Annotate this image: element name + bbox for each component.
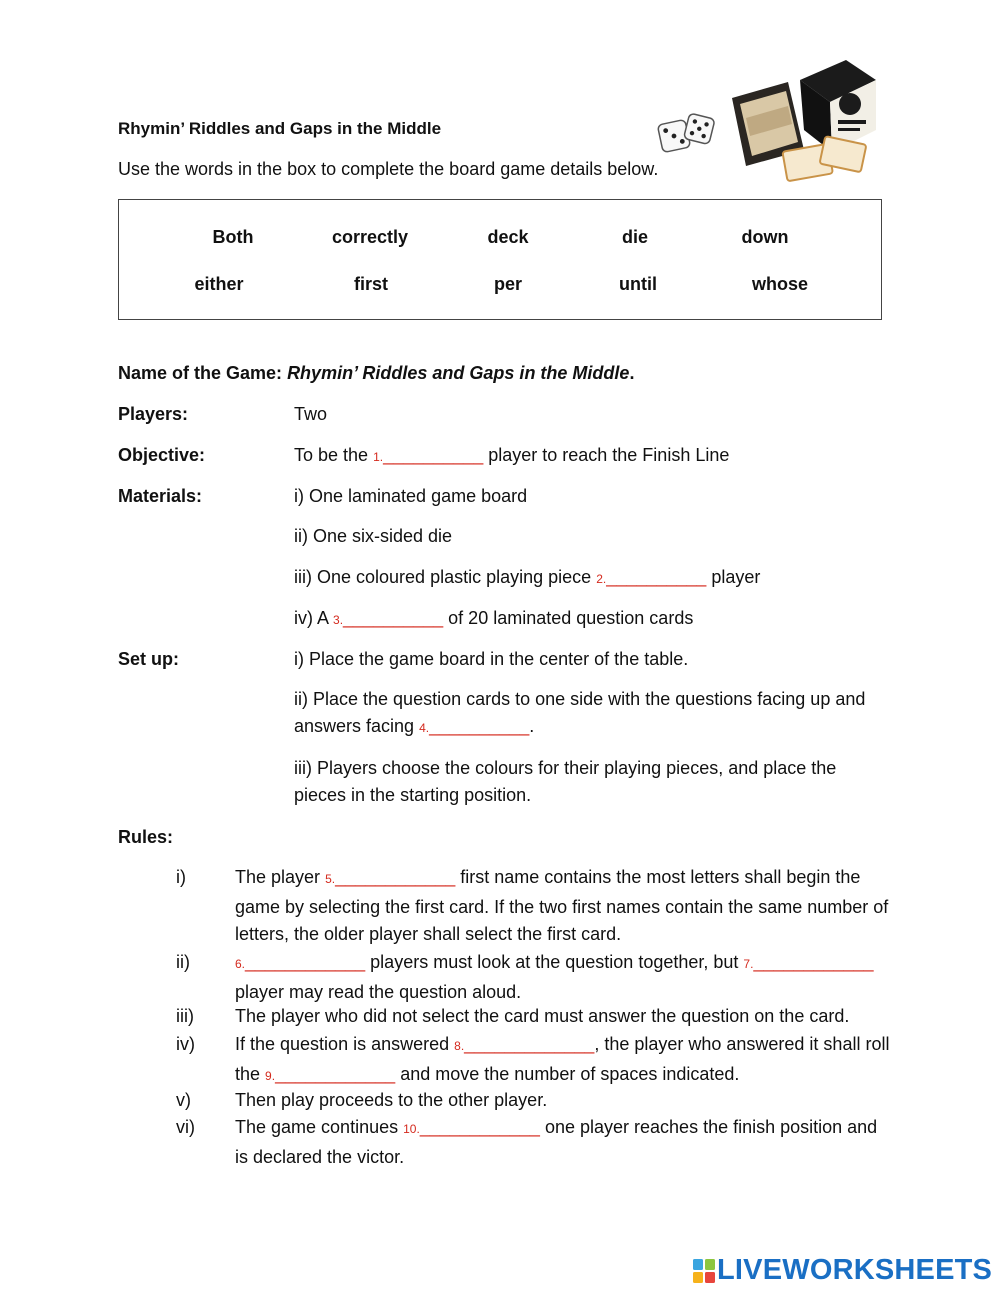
word-bank-item: down [741,227,789,247]
game-name-period: . [629,363,635,383]
blank-2-input[interactable]: __________ [606,567,707,587]
blank-6-input[interactable]: ____________ [245,952,366,972]
word-bank-item: Both [212,227,254,247]
rule-4-start: If the question is answered [235,1034,450,1054]
blank-5-input[interactable]: ____________ [335,867,456,887]
objective-label: Objective: [118,445,206,465]
worksheet-title: Rhymin’ Riddles and Gaps in the Middle [118,119,442,138]
setup-step-1: i) Place the game board in the center of the table. [294,649,689,669]
objective-text-end: player to reach the Finish Line [488,445,730,465]
materials-item-4-start: iv) A [294,608,329,628]
word-bank-item: per [493,274,523,294]
rule-2-middle: players must look at the question together, but [370,952,739,972]
rule-4 [235,1031,895,1090]
rule-6-end: one player reaches the finish position and is declared the victor. [235,1117,878,1167]
blank-number-1: 1. [373,450,384,464]
setup-label: Set up: [118,649,179,669]
rule-2-end: player may read the question aloud. [235,981,522,1002]
rule-1-start: The player [235,867,321,887]
materials-item-2: ii) One six-sided die [294,526,453,546]
rule-1-end: first name contains the most letters shall begin the game by selecting the first card. If the two first names contain the same number of letters, the older player shall select the first card. [235,867,889,944]
blank-number-8: 8. [454,1039,465,1053]
blank-9-input[interactable]: ____________ [275,1063,396,1084]
rule-5: Then play proceeds to the other player. [235,1090,548,1110]
materials-item-3-end: player [711,567,761,587]
setup-step-2-text: ii) Place the question cards to one side with the questions facing up and answers facing [294,689,866,736]
liveworksheets-logo[interactable] [693,1254,992,1287]
blank-3-input[interactable]: __________ [343,608,444,628]
objective-value [294,445,729,466]
game-name-value: Rhymin’ Riddles and Gaps in the Middle [287,363,630,383]
card-game-box-image [726,54,882,184]
objective-text-start: To be the [294,445,369,465]
rule-6 [235,1114,895,1171]
blank-number-3: 3. [333,613,344,627]
blank-1-input[interactable]: __________ [383,445,484,465]
word-bank-item: whose [751,274,809,294]
game-name-line [118,363,634,384]
blank-7-input[interactable]: ____________ [753,952,874,972]
word-bank-item: until [619,274,657,294]
word-bank-item: deck [487,227,529,247]
rule-1 [235,864,895,949]
materials-item-1: i) One laminated game board [294,486,528,506]
blank-number-10: 10. [403,1122,420,1136]
rule-number: iii) [176,1006,194,1026]
blank-number-5: 5. [325,872,336,886]
rule-number: ii) [176,952,190,972]
rule-number: i) [176,867,186,887]
rule-4-middle: , the player who answered it shall roll the [235,1034,890,1084]
blank-number-6: 6. [235,957,246,971]
players-label: Players: [118,404,189,424]
blank-8-input[interactable]: _____________ [464,1034,595,1054]
word-bank-item: either [194,274,244,294]
materials-item-3 [294,567,760,588]
word-bank-box [118,199,882,320]
setup-step-2-period: . [529,716,535,736]
blank-4-input[interactable]: __________ [429,716,530,736]
materials-label: Materials: [118,486,203,506]
instructions: Use the words in the box to complete the board game details below. [118,159,659,179]
rule-3: The player who did not select the card must answer the question on the card. [235,1006,850,1026]
materials-item-4-end: of 20 laminated question cards [448,608,694,628]
game-name-label: Name of the Game: [118,363,283,383]
blank-number-9: 9. [265,1068,276,1083]
word-bank-item: die [621,227,649,247]
setup-step-2 [294,686,884,742]
rule-2 [235,949,895,1006]
blank-10-input[interactable]: ____________ [419,1117,540,1137]
rule-4-end: and move the number of spaces indicated. [400,1063,740,1084]
word-bank-item: first [353,274,389,294]
materials-item-3-start: iii) One coloured plastic playing piece [294,567,592,587]
blank-number-4: 4. [419,721,430,735]
rule-number: iv) [176,1034,195,1054]
rule-number: vi) [176,1117,195,1137]
rule-6-start: The game continues [235,1117,399,1137]
word-bank-item: correctly [331,227,409,247]
blank-number-2: 2. [596,572,607,586]
rules-label: Rules: [118,827,174,847]
liveworksheets-logo-icon [693,1259,715,1283]
players-value: Two [294,404,328,424]
rule-number: v) [176,1090,191,1110]
liveworksheets-brand-text: LIVEWORKSHEETS [717,1254,993,1286]
dice-icon [656,110,718,158]
materials-item-4 [294,608,693,629]
setup-step-3: iii) Players choose the colours for their playing pieces, and place the pieces in the starting position. [294,758,837,805]
blank-number-7: 7. [743,957,754,971]
